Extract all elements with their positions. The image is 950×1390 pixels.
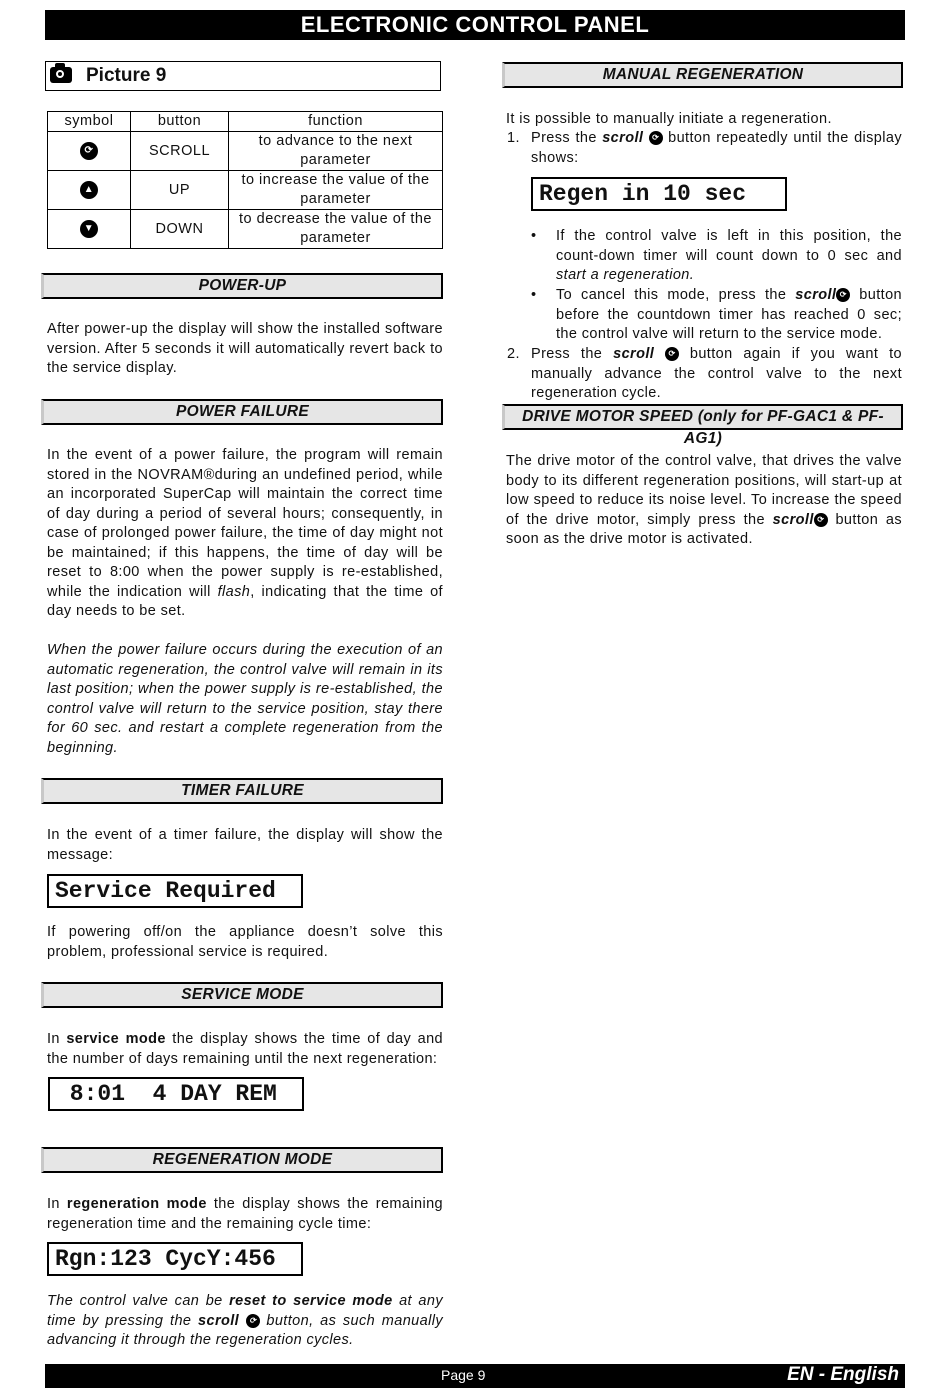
manual-regen-bullet1: If the control valve is left in this position, the count-down timer will count down to 0 sec and start a regeneration. — [556, 228, 902, 283]
lcd-display-regen-countdown: Regen in 10 sec — [531, 177, 787, 211]
manual-regen-bullet2: To cancel this mode, press the scroll ⟳ button before the countdown timer has reached 0 sec; the control valve will return to the service mode. — [556, 287, 902, 342]
step-number: 2. — [507, 346, 520, 362]
table-cell: to decrease the value of the parameter — [229, 210, 443, 249]
language-label: EN - English — [787, 1364, 899, 1385]
scroll-icon: ⟳ — [246, 1314, 260, 1328]
button-symbol-table — [47, 111, 443, 249]
table-cell: DOWN — [131, 210, 229, 249]
scroll-icon: ⟳ — [649, 131, 663, 145]
table-cell: to increase the value of the parameter — [229, 171, 443, 210]
page-number: Page 9 — [441, 1367, 486, 1383]
table-header: button — [131, 112, 229, 132]
power-up-text: After power-up the display will show the installed software version. After 5 seconds it will automatically revert back to the service display. — [47, 321, 443, 376]
table-cell: UP — [131, 171, 229, 210]
camera-icon — [50, 67, 72, 83]
table-row — [48, 210, 443, 249]
scroll-icon: ⟳ — [80, 142, 98, 160]
timer-failure-text: In the event of a timer failure, the display will show the message: — [47, 827, 443, 863]
drive-motor-text: The drive motor of the control valve, that drives the valve body to its different regeneration positions, will start-up at low speed to reduce its noise level. To increase the speed of the drive motor, simply press the scroll ⟳ button as soon as the drive motor is activated. — [506, 453, 903, 547]
regeneration-mode-text: In regeneration mode the display shows the remaining regeneration time and the remaining cycle time: — [47, 1196, 443, 1232]
page-footer — [45, 1364, 905, 1388]
section-heading-regeneration-mode: REGENERATION MODE — [41, 1147, 443, 1173]
step-number: 1. — [507, 130, 520, 146]
lcd-display-service-required: Service Required — [47, 874, 303, 908]
manual-regen-step1: Press the scroll ⟳ button repeatedly until the display shows: — [531, 130, 903, 166]
bullet-marker: • — [531, 228, 537, 244]
bullet-marker: • — [531, 287, 537, 303]
service-mode-text: In service mode the display shows the time of day and the number of days remaining until the next regeneration: — [47, 1031, 443, 1067]
section-heading-power-up: POWER-UP — [41, 273, 443, 299]
section-heading-timer-failure: TIMER FAILURE — [41, 778, 443, 804]
manual-regen-step2: Press the scroll ⟳ button again if you want to manually advance the control valve to the next regeneration cycle. — [531, 346, 903, 401]
page-header: ELECTRONIC CONTROL PANEL — [45, 10, 905, 40]
table-header: symbol — [48, 112, 131, 132]
power-failure-note: When the power failure occurs during the execution of an automatic regeneration, the control valve will remain in its last position; when the power supply is re-established, the control valve will return to the service position, stay there for 60 sec. and restart a complete regeneration from the beginning. — [47, 642, 443, 756]
table-cell: SCROLL — [131, 132, 229, 171]
section-heading-drive-motor-speed: DRIVE MOTOR SPEED (only for PF-GAC1 & PF-AG1) — [502, 404, 903, 430]
section-heading-manual-regeneration: MANUAL REGENERATION — [502, 62, 903, 88]
timer-failure-text2: If powering off/on the appliance doesn’t solve this problem, professional service is required. — [47, 924, 443, 960]
lcd-display-regeneration: Rgn:123 CycY:456 — [47, 1242, 303, 1276]
manual-regen-intro: It is possible to manually initiate a regeneration. — [506, 111, 832, 127]
table-row — [48, 171, 443, 210]
scroll-icon: ⟳ — [665, 347, 679, 361]
table-row — [48, 132, 443, 171]
scroll-icon: ⟳ — [836, 288, 850, 302]
down-icon: ▼ — [80, 220, 98, 238]
lcd-display-service-mode: 8:01 4 DAY REM — [48, 1077, 304, 1111]
table-cell: to advance to the next parameter — [229, 132, 443, 171]
power-failure-text: In the event of a power failure, the program will remain stored in the NOVRAM®during an undefined period, while an incorporated SuperCap will maintain the correct time of day during a period of several hours; consequently, in case of prolonged power failure, the time of day might not be maintained; if this happens, the time of day will be reset to 8:00 when the power supply is re-established, while the indication will flash, indicating that the time of day needs to be set. — [47, 447, 443, 619]
table-header: function — [229, 112, 443, 132]
scroll-icon: ⟳ — [814, 513, 828, 527]
table-header-row — [48, 112, 443, 132]
regeneration-mode-note: The control valve can be reset to service mode at any time by pressing the scroll ⟳ button, as such manually advancing it through the regeneration cycles. — [47, 1293, 443, 1348]
picture-label: Picture 9 — [86, 65, 167, 86]
section-heading-power-failure: POWER FAILURE — [41, 399, 443, 425]
section-heading-service-mode: SERVICE MODE — [41, 982, 443, 1008]
up-icon: ▲ — [80, 181, 98, 199]
picture-label-box — [45, 61, 441, 91]
